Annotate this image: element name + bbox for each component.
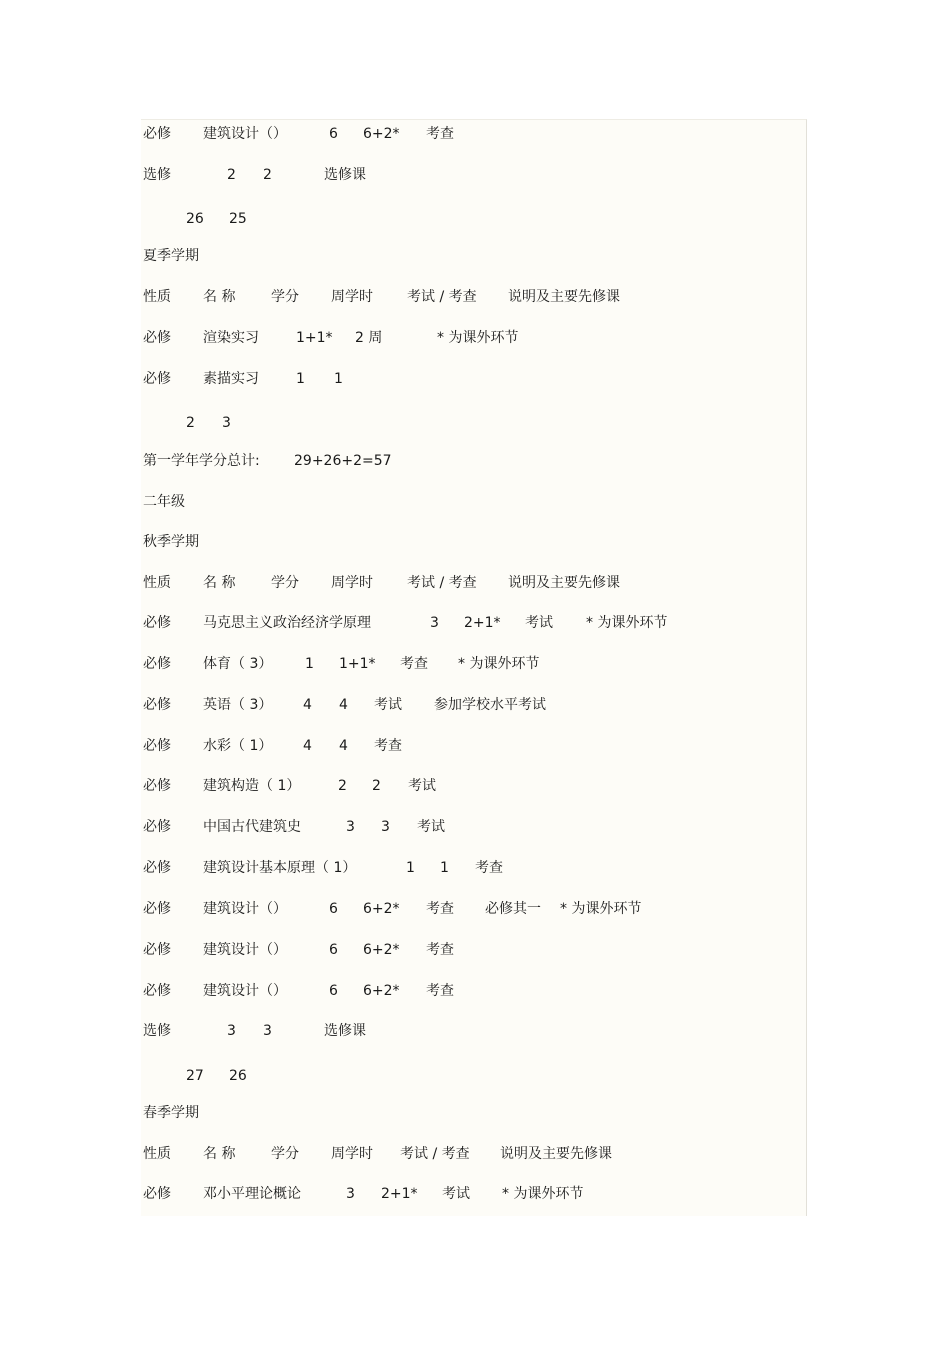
line-cell: 6+2* — [363, 983, 400, 999]
text-line — [141, 817, 806, 837]
line-cell: 6 — [329, 942, 338, 958]
line-cell: 4 — [303, 738, 312, 754]
line-cell: 4 — [339, 738, 348, 754]
line-cell: 春季学期 — [143, 1105, 199, 1121]
line-cell: 考试 / 考查 — [400, 1146, 470, 1162]
line-cell: 3 — [430, 615, 439, 631]
line-cell: 1 — [406, 860, 415, 876]
text-line — [141, 369, 806, 389]
text-line — [141, 287, 806, 307]
line-cell: 考查 — [374, 738, 402, 754]
line-cell: 说明及主要先修课 — [508, 575, 620, 591]
line-cell: * 为课外环节 — [586, 615, 668, 631]
line-cell: 考试 / 考查 — [407, 575, 477, 591]
line-cell: 3 — [263, 1023, 272, 1039]
line-cell: 建筑设计（） — [203, 126, 287, 142]
line-cell: 说明及主要先修课 — [500, 1146, 612, 1162]
text-line — [141, 1144, 806, 1164]
line-cell: 3 — [381, 819, 390, 835]
line-cell: 必修 — [143, 615, 171, 631]
line-cell: 1 — [296, 371, 305, 387]
line-cell: 考试 — [374, 697, 402, 713]
line-cell: 4 — [339, 697, 348, 713]
line-cell: 3 — [346, 819, 355, 835]
text-line — [141, 1184, 806, 1204]
line-cell: 二年级 — [143, 494, 185, 510]
line-cell: 2+1* — [464, 615, 501, 631]
line-cell: 建筑设计（） — [203, 983, 287, 999]
line-cell: 性质 — [143, 289, 171, 305]
line-cell: 建筑设计基本原理（ 1） — [203, 860, 357, 876]
line-cell: 周学时 — [331, 575, 373, 591]
line-cell: 2 周 — [355, 330, 383, 346]
line-cell: 名 称 — [203, 1146, 236, 1162]
text-line — [141, 858, 806, 878]
text-line — [141, 124, 806, 144]
line-cell: 必修 — [143, 860, 171, 876]
text-line — [141, 695, 806, 715]
line-cell: 2+1* — [381, 1186, 418, 1202]
line-cell: 考试 — [525, 615, 553, 631]
text-line — [141, 613, 806, 633]
line-cell: 名 称 — [203, 289, 236, 305]
text-line — [141, 246, 806, 266]
line-cell: 2 — [263, 167, 272, 183]
line-cell: 2 — [372, 778, 381, 794]
line-cell: 考试 — [442, 1186, 470, 1202]
line-cell: 建筑设计（） — [203, 942, 287, 958]
text-line — [141, 413, 806, 433]
text-line — [141, 209, 806, 229]
line-cell: 必修 — [143, 983, 171, 999]
text-line — [141, 1066, 806, 1086]
text-line — [141, 940, 806, 960]
line-cell: 6 — [329, 901, 338, 917]
line-cell: 必修 — [143, 330, 171, 346]
line-cell: 1 — [305, 656, 314, 672]
line-cell: 必修 — [143, 1186, 171, 1202]
line-cell: 夏季学期 — [143, 248, 199, 264]
line-cell: 考查 — [426, 901, 454, 917]
line-cell: 3 — [222, 415, 231, 431]
line-cell: 性质 — [143, 575, 171, 591]
line-cell: 必修 — [143, 778, 171, 794]
line-cell: 中国古代建筑史 — [203, 819, 301, 835]
line-cell: 选修 — [143, 1023, 171, 1039]
line-cell: 1+1* — [339, 656, 376, 672]
line-cell: 选修课 — [324, 1023, 366, 1039]
line-cell: 6 — [329, 983, 338, 999]
line-cell: 水彩（ 1） — [203, 738, 273, 754]
line-cell: * 为课外环节 — [458, 656, 540, 672]
line-cell: 建筑构造（ 1） — [203, 778, 301, 794]
line-cell: 必修 — [143, 697, 171, 713]
line-cell: 参加学校水平考试 — [434, 697, 546, 713]
text-line — [141, 532, 806, 552]
line-cell: 选修课 — [324, 167, 366, 183]
line-cell: 素描实习 — [203, 371, 259, 387]
line-cell: * 为课外环节 — [437, 330, 519, 346]
line-cell: 必修 — [143, 656, 171, 672]
line-cell: 2 — [227, 167, 236, 183]
line-cell: 英语（ 3） — [203, 697, 273, 713]
line-cell: 考查 — [400, 656, 428, 672]
line-cell: 秋季学期 — [143, 534, 199, 550]
text-line — [141, 573, 806, 593]
line-cell: 必修 — [143, 371, 171, 387]
line-cell: 26 — [186, 211, 204, 227]
line-cell: 6 — [329, 126, 338, 142]
line-cell: 性质 — [143, 1146, 171, 1162]
line-cell: 考查 — [426, 126, 454, 142]
document-page — [141, 119, 807, 1216]
line-cell: 渲染实习 — [203, 330, 259, 346]
line-cell: 6+2* — [363, 126, 400, 142]
line-cell: 必修 — [143, 126, 171, 142]
text-line — [141, 165, 806, 185]
text-line — [141, 1103, 806, 1123]
text-line — [141, 1021, 806, 1041]
line-cell: 考查 — [426, 983, 454, 999]
line-cell: 1+1* — [296, 330, 333, 346]
line-cell: 说明及主要先修课 — [508, 289, 620, 305]
line-cell: 29+26+2=57 — [294, 453, 392, 469]
line-cell: 选修 — [143, 167, 171, 183]
text-line — [141, 328, 806, 348]
text-line — [141, 736, 806, 756]
line-cell: 考试 / 考查 — [407, 289, 477, 305]
line-cell: 3 — [346, 1186, 355, 1202]
line-cell: 6+2* — [363, 901, 400, 917]
text-line — [141, 899, 806, 919]
line-cell: 2 — [186, 415, 195, 431]
line-cell: 学分 — [271, 289, 299, 305]
text-line — [141, 776, 806, 796]
line-cell: 周学时 — [331, 289, 373, 305]
line-cell: 4 — [303, 697, 312, 713]
line-cell: 必修 — [143, 901, 171, 917]
line-cell: 考试 — [408, 778, 436, 794]
line-cell: 学分 — [271, 575, 299, 591]
line-cell: 1 — [334, 371, 343, 387]
line-cell: 26 — [229, 1068, 247, 1084]
line-cell: 建筑设计（） — [203, 901, 287, 917]
line-cell: 学分 — [271, 1146, 299, 1162]
line-cell: 马克思主义政治经济学原理 — [203, 615, 371, 631]
line-cell: 25 — [229, 211, 247, 227]
line-cell: 6+2* — [363, 942, 400, 958]
line-cell: 3 — [227, 1023, 236, 1039]
line-cell: 考查 — [426, 942, 454, 958]
line-cell: 考试 — [417, 819, 445, 835]
text-line — [141, 492, 806, 512]
line-cell: 27 — [186, 1068, 204, 1084]
line-cell: 名 称 — [203, 575, 236, 591]
line-cell: 邓小平理论概论 — [203, 1186, 301, 1202]
text-line — [141, 451, 806, 471]
line-cell: 必修 — [143, 738, 171, 754]
line-cell: 体育（ 3） — [203, 656, 273, 672]
line-cell: * 为课外环节 — [502, 1186, 584, 1202]
line-cell: * 为课外环节 — [560, 901, 642, 917]
line-cell: 周学时 — [331, 1146, 373, 1162]
text-line — [141, 981, 806, 1001]
line-cell: 必修 — [143, 819, 171, 835]
line-cell: 考查 — [475, 860, 503, 876]
text-line — [141, 654, 806, 674]
line-cell: 必修 — [143, 942, 171, 958]
line-cell: 第一学年学分总计: — [143, 453, 260, 469]
line-cell: 必修其一 — [485, 901, 541, 917]
line-cell: 2 — [338, 778, 347, 794]
line-cell: 1 — [440, 860, 449, 876]
